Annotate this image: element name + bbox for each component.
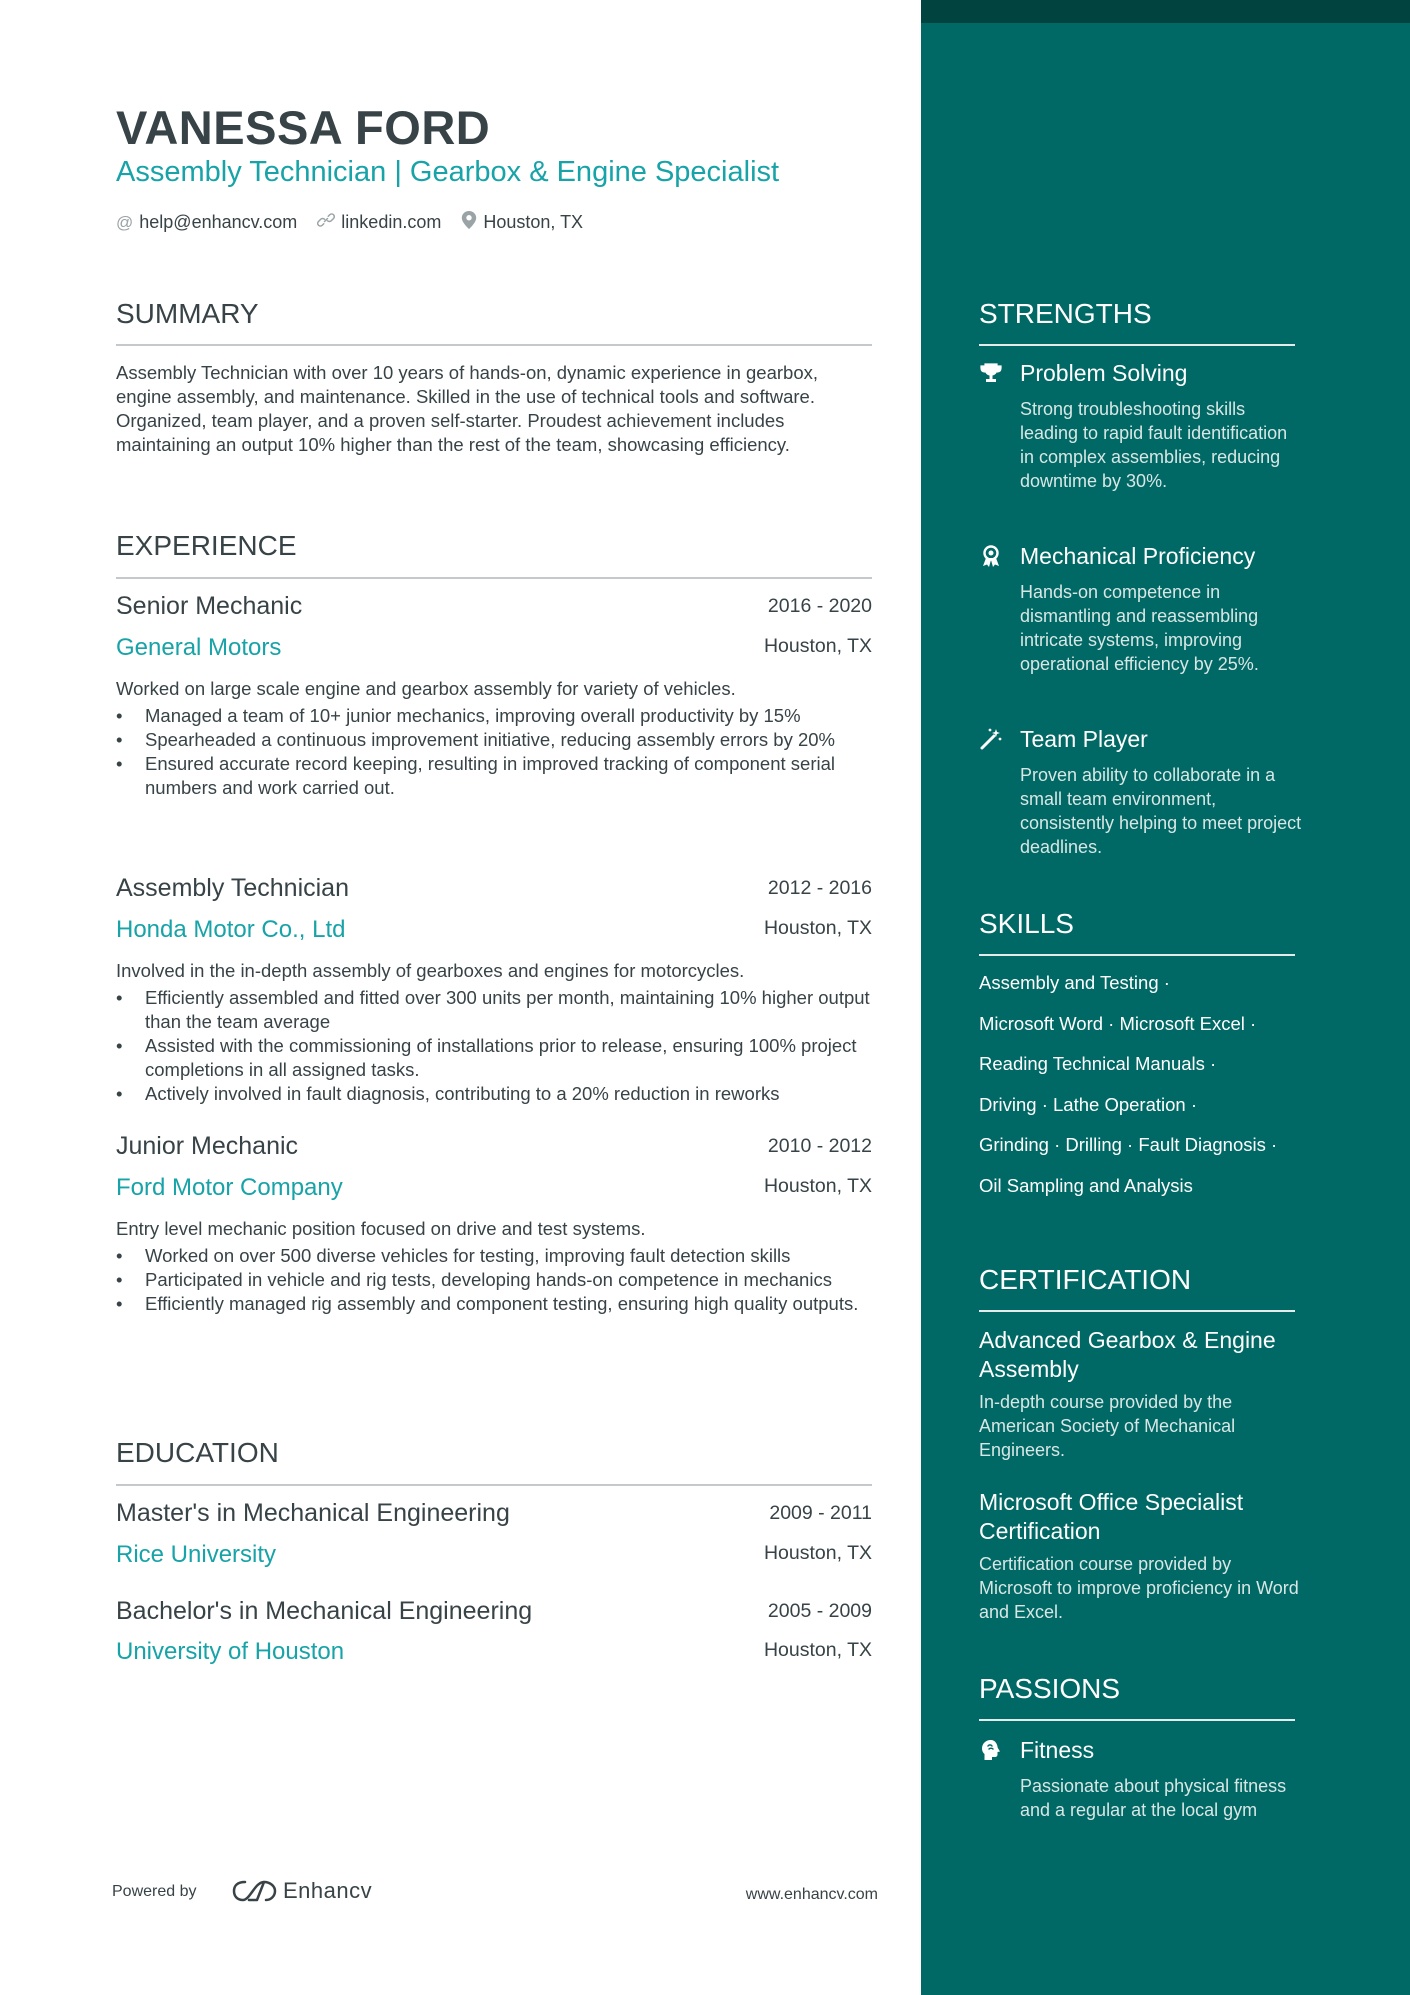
contact-email[interactable] [116,212,297,233]
passions-divider [979,1719,1295,1721]
certification-title: CERTIFICATION [979,1264,1192,1295]
job-bullet: • Participated in vehicle and rig tests, developing hands-on competence in mechanics [116,1268,874,1292]
summary-text: Assembly Technician with over 10 years of hands-on, dynamic experience in gearbox, engine assembly, and maintenance. Skilled in the use of technical tools and software. Organized, team player, and a proven self-starter. Proudest achievement includes maintaining an output 10% higher than the rest of the team, showcasing efficiency. [116,362,819,455]
contact-location [461,211,583,234]
education-divider [116,1484,872,1486]
skills-divider [979,954,1295,956]
skill-line: Reading Technical Manuals · [979,1053,1217,1074]
job-description: Involved in the in-depth assembly of gearboxes and engines for motorcycles. [116,960,745,981]
skill-line: Driving · Lathe Operation · [979,1094,1197,1115]
job-role: Assembly Technician [116,874,349,902]
powered-by-label: Powered by [112,1883,197,1900]
education-school: University of Houston [116,1638,345,1665]
enhancv-logo-icon [231,1876,279,1906]
job-bullet: • Actively involved in fault diagnosis, contributing to a 20% reduction in reworks [116,1082,874,1106]
contact-linkedin[interactable] [317,211,441,234]
job-dates: 2012 - 2016 [767,877,872,899]
head-brain-icon [979,1738,1005,1764]
job-location: Houston, TX [763,1175,872,1197]
passions-title: PASSIONS [979,1673,1121,1704]
strength-text: Proven ability to collaborate in a small team environment, consistently helping to meet project deadlines. [1020,765,1302,857]
job-company: Honda Motor Co., Ltd [116,916,346,943]
skill-line: Microsoft Word · Microsoft Excel · [979,1013,1257,1034]
magic-wand-icon [979,727,1005,753]
enhancv-logo-text: Enhancv [283,1878,373,1903]
experience-divider [116,577,872,579]
contact-email-text: help@enhancv.com [139,212,298,232]
job-bullets [116,704,874,800]
passion-text: Passionate about physical fitness and a regular at the local gym [1020,1776,1287,1820]
link-icon [317,211,335,234]
strength-title: Problem Solving [1020,360,1188,386]
job-description: Worked on large scale engine and gearbox assembly for variety of vehicles. [116,678,736,699]
job-role: Junior Mechanic [116,1132,299,1160]
education-title: EDUCATION [116,1437,279,1468]
job-description: Entry level mechanic position focused on drive and test systems. [116,1218,646,1239]
contact-location-text: Houston, TX [483,212,584,232]
job-role: Senior Mechanic [116,592,303,620]
enhancv-logo[interactable] [231,1876,372,1906]
strength-title: Team Player [1020,726,1148,752]
footer-url[interactable]: www.enhancv.com [745,1886,878,1903]
passion-title: Fitness [1020,1737,1095,1763]
sidebar-top-band [921,0,1410,23]
summary-divider [116,344,872,346]
education-location: Houston, TX [763,1542,872,1564]
job-bullets [116,1244,874,1316]
job-dates: 2010 - 2012 [767,1135,872,1157]
education-location: Houston, TX [763,1639,872,1661]
at-icon: @ [116,212,134,232]
contact-linkedin-text: linkedin.com [341,212,442,232]
summary-title: SUMMARY [116,298,259,329]
strength-title: Mechanical Proficiency [1020,543,1256,569]
job-company: Ford Motor Company [116,1174,343,1201]
job-bullet: • Ensured accurate record keeping, resulting in improved tracking of component serial numbers and work carried out. [116,752,874,800]
experience-title: EXPERIENCE [116,530,297,561]
education-dates: 2005 - 2009 [767,1600,872,1622]
location-pin-icon [461,211,477,234]
strength-text: Strong troubleshooting skills leading to rapid fault identification in complex assemblies, reducing downtime by 30%. [1020,399,1288,491]
certification-name: Advanced Gearbox & Engine Assembly [979,1327,1276,1382]
job-bullets [116,986,874,1106]
candidate-headline: Assembly Technician | Gearbox & Engine Specialist [116,156,780,188]
job-bullet: • Worked on over 500 diverse vehicles for testing, improving fault detection skills [116,1244,874,1268]
strengths-title: STRENGTHS [979,298,1152,329]
job-bullet: • Efficiently assembled and fitted over 300 units per month, maintaining 10% higher output than the team average [116,986,874,1034]
certification-divider [979,1310,1295,1312]
contact-row [116,211,603,234]
award-ribbon-icon [979,544,1005,570]
candidate-name: VANESSA FORD [116,101,491,154]
job-location: Houston, TX [763,917,872,939]
job-bullet: • Managed a team of 10+ junior mechanics, improving overall productivity by 15% [116,704,874,728]
certification-text: In-depth course provided by the American Society of Mechanical Engineers. [979,1392,1236,1460]
trophy-icon [979,361,1005,387]
strengths-divider [979,344,1295,346]
skill-line: Grinding · Drilling · Fault Diagnosis · [979,1134,1278,1155]
job-location: Houston, TX [763,635,872,657]
strength-text: Hands-on competence in dismantling and reassembling intricate systems, improving operational efficiency by 25%. [1020,582,1259,674]
job-company: General Motors [116,634,282,661]
job-dates: 2016 - 2020 [767,595,872,617]
job-bullet: • Efficiently managed rig assembly and component testing, ensuring high quality outputs. [116,1292,874,1316]
skills-title: SKILLS [979,908,1074,939]
skill-line: Oil Sampling and Analysis [979,1175,1193,1196]
education-school: Rice University [116,1541,277,1568]
job-bullet: • Assisted with the commissioning of installations prior to release, ensuring 100% project completions in all assigned tasks. [116,1034,874,1082]
skill-line: Assembly and Testing · [979,972,1170,993]
job-bullet: • Spearheaded a continuous improvement initiative, reducing assembly errors by 20% [116,728,874,752]
education-degree: Master's in Mechanical Engineering [116,1499,510,1527]
education-dates: 2009 - 2011 [769,1502,872,1524]
education-degree: Bachelor's in Mechanical Engineering [116,1597,533,1625]
certification-name: Microsoft Office Specialist Certification [979,1489,1244,1544]
certification-text: Certification course provided by Microsoft to improve proficiency in Word and Excel. [979,1554,1299,1622]
